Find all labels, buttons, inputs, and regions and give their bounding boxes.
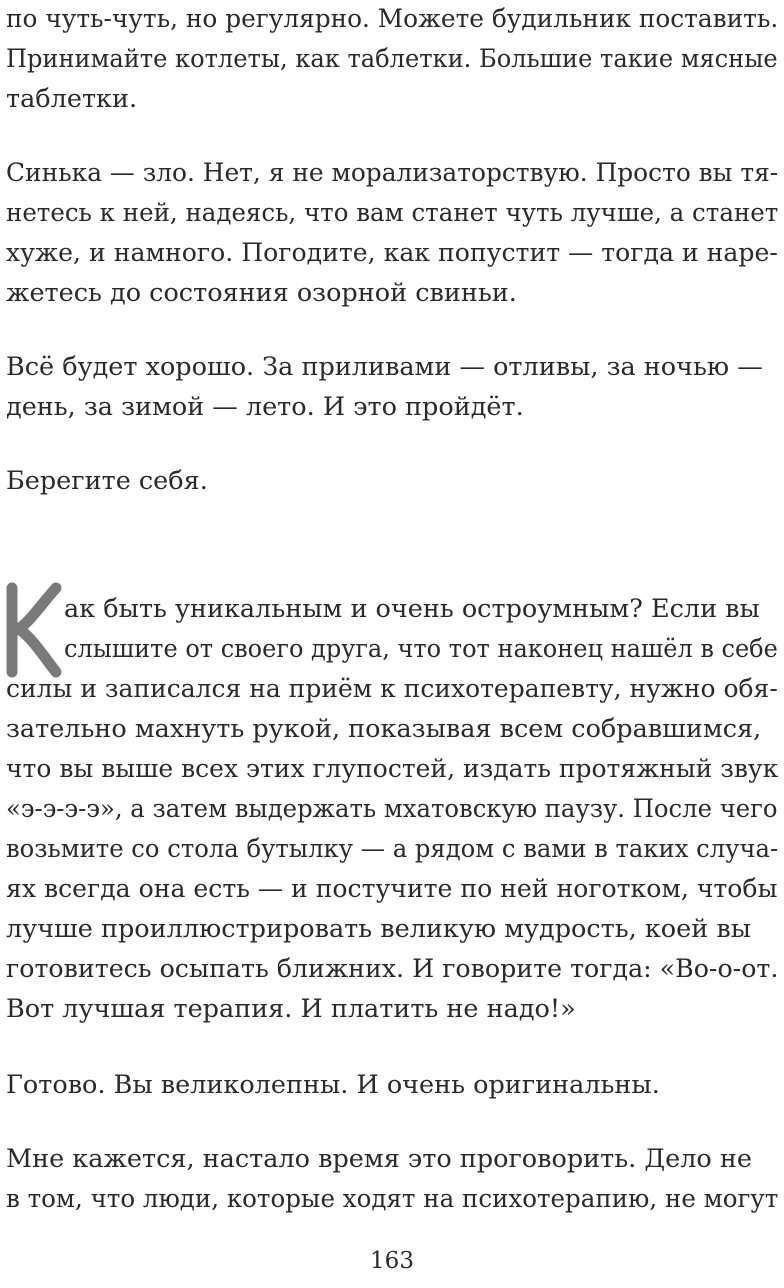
drop-cap	[4, 578, 62, 678]
drop-cap-glyph	[4, 578, 62, 678]
text-line: лучше проиллюстрировать великую мудрость, коей вы	[6, 914, 751, 944]
text-line: «э-э-э-э», а затем выдержать мхатовскую паузу. После чего	[6, 794, 778, 824]
text-line: Всё будет хорошо. За приливами — отливы, за ночью —	[6, 352, 763, 382]
text-line: готовитесь осыпать ближних. И говорите тогда: «Во-о-от.	[6, 954, 779, 984]
text-line: силы и записался на приём к психотерапевту, нужно обя-	[6, 674, 778, 704]
text-line: Берегите себя.	[6, 466, 208, 496]
text-line: Мне кажется, настало время это проговорить. Дело не	[6, 1144, 752, 1174]
text-line: возьмите со стола бутылку — а рядом с вами в таких случа-	[6, 834, 779, 864]
page-number: 163	[370, 1248, 414, 1274]
text-line: зательно махнуть рукой, показывая всем собравшимся,	[6, 714, 762, 744]
text-line: Готово. Вы великолепны. И очень оригинальны.	[6, 1070, 660, 1100]
text-line: ак быть уникальным и очень остроумным? Если вы	[64, 594, 760, 624]
text-line: день, за зимой — лето. И это пройдёт.	[6, 392, 524, 422]
text-line: по чуть-чуть, но регулярно. Можете будильник поставить.	[6, 4, 779, 34]
text-line: нетесь к ней, надеясь, что вам станет чуть лучше, а станет	[6, 198, 779, 228]
text-line: Принимайте котлеты, как таблетки. Большие такие мясные	[6, 44, 778, 74]
text-line: в том, что люди, которые ходят на психотерапию, не могут	[6, 1184, 779, 1214]
text-line: что вы выше всех этих глупостей, издать протяжный звук	[6, 754, 779, 784]
text-line: Вот лучшая терапия. И платить не надо!»	[6, 994, 576, 1024]
text-line: хуже, и намного. Погодите, как попустит — тогда и наре-	[6, 238, 778, 268]
text-line: жетесь до состояния озорной свиньи.	[6, 278, 517, 308]
text-line: Синька — зло. Нет, я не морализаторствую. Просто вы тя-	[6, 158, 779, 188]
text-line: слышите от своего друга, что тот наконец нашёл в себе	[64, 634, 778, 664]
text-line: ях всегда она есть — и постучите по ней ноготком, чтобы	[6, 874, 778, 904]
text-line: таблетки.	[6, 84, 138, 114]
